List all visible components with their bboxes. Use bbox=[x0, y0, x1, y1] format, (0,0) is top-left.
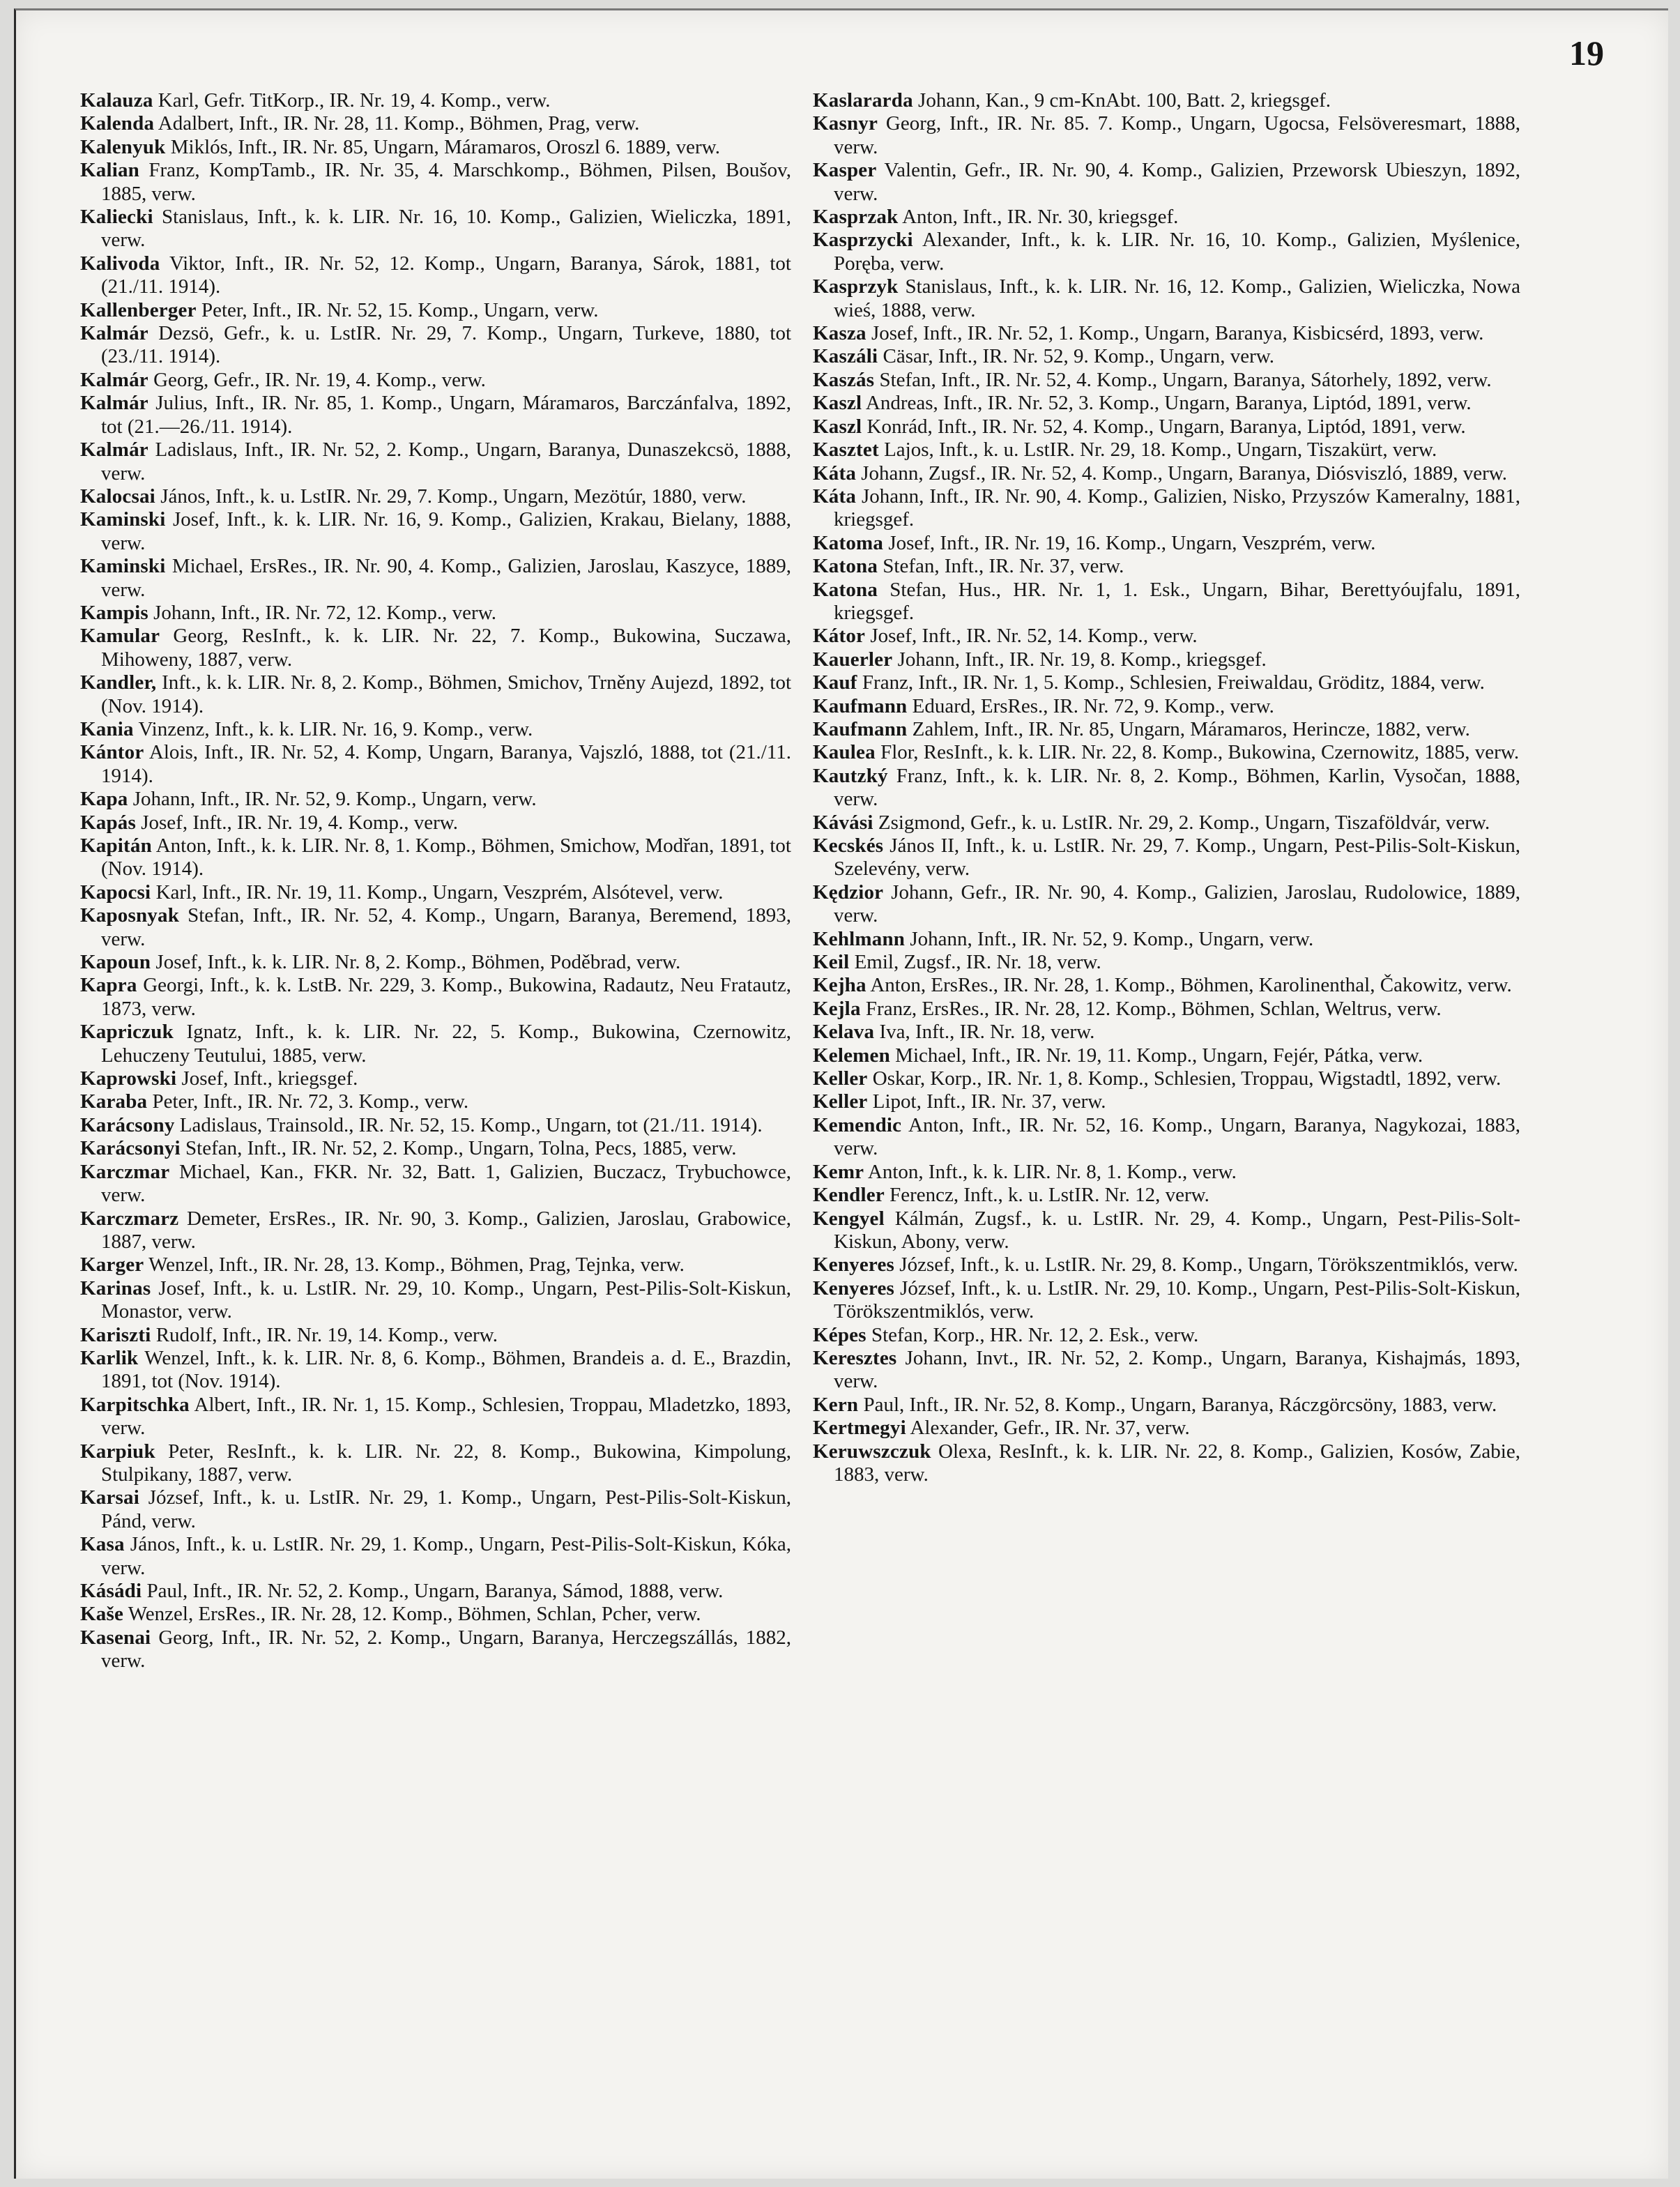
list-item bbox=[80, 1440, 791, 1487]
list-item bbox=[80, 299, 791, 322]
entry-details: Josef, Inft., IR. Nr. 19, 16. Komp., Ungarn, Veszprém, verw. bbox=[883, 531, 1376, 554]
entry-surname: Kaminski bbox=[80, 508, 166, 531]
entry-surname: Kapriczuk bbox=[80, 1021, 174, 1044]
entry-details: Zsigmond, Gefr., k. u. LstIR. Nr. 29, 2. Komp., Ungarn, Tiszaföldvár, verw. bbox=[873, 811, 1490, 834]
entry-surname: Kapocsi bbox=[80, 881, 151, 904]
right-column bbox=[813, 89, 1520, 1486]
list-item bbox=[80, 508, 791, 555]
list-item bbox=[813, 998, 1520, 1021]
entry-details: Josef, Inft., IR. Nr. 52, 1. Komp., Ungarn, Baranya, Kisbicsérd, 1893, verw. bbox=[866, 322, 1484, 345]
entry-surname: Kaposnyak bbox=[80, 904, 180, 927]
entry-details: Vinzenz, Inft., k. k. LIR. Nr. 16, 9. Komp., verw. bbox=[133, 717, 533, 740]
entry-surname: Kelava bbox=[813, 1021, 875, 1044]
list-item bbox=[813, 1394, 1520, 1417]
entry-details: Paul, Inft., IR. Nr. 52, 2. Komp., Ungarn, Baranya, Sámod, 1888, verw. bbox=[142, 1580, 724, 1602]
entry-details: Johann, Gefr., IR. Nr. 90, 4. Komp., Galizien, Jaroslau, Rudolowice, 1889, verw. bbox=[834, 881, 1520, 927]
entry-surname: Karsai bbox=[80, 1486, 139, 1509]
list-item bbox=[80, 718, 791, 741]
entry-details: Julius, Inft., IR. Nr. 85, 1. Komp., Ungarn, Máramaros, Barczánfalva, 1892, tot (21.—26./11. 1914). bbox=[101, 392, 791, 438]
entry-details: Eduard, ErsRes., IR. Nr. 72, 9. Komp., verw. bbox=[907, 694, 1274, 717]
list-item bbox=[80, 322, 791, 369]
entry-details: Lipot, Inft., IR. Nr. 37, verw. bbox=[867, 1090, 1106, 1113]
entry-details: Kálmán, Zugsf., k. u. LstIR. Nr. 29, 4. Komp., Ungarn, Pest-Pilis-Solt-Kiskun, Abony, verw. bbox=[834, 1207, 1520, 1253]
entry-surname: Karlik bbox=[80, 1346, 139, 1369]
entry-details: Andreas, Inft., IR. Nr. 52, 3. Komp., Ungarn, Baranya, Liptód, 1891, verw. bbox=[862, 392, 1472, 415]
entry-surname: Karácsony bbox=[80, 1113, 175, 1136]
entry-surname: Kasprzyk bbox=[813, 275, 899, 298]
entry-details: Wenzel, Inft., k. k. LIR. Nr. 8, 6. Komp., Böhmen, Brandeis a. d. E., Brazdin, 1891, tot (Nov. 1914). bbox=[101, 1346, 791, 1393]
entry-details: Johann, Invt., IR. Nr. 52, 2. Komp., Ungarn, Baranya, Kishajmás, 1893, verw. bbox=[834, 1346, 1520, 1393]
entry-surname: Kariszti bbox=[80, 1323, 151, 1346]
entry-details: Georg, ResInft., k. k. LIR. Nr. 22, 7. Komp., Bukowina, Suczawa, Mihoweny, 1887, verw. bbox=[101, 625, 791, 671]
list-item bbox=[813, 532, 1520, 555]
list-item bbox=[80, 811, 791, 835]
left-column bbox=[80, 89, 791, 1673]
list-item bbox=[80, 1580, 791, 1603]
entry-surname: Karpiuk bbox=[80, 1440, 155, 1463]
list-item bbox=[813, 1277, 1520, 1324]
entry-surname: Kaufmann bbox=[813, 717, 908, 740]
list-item bbox=[80, 1394, 791, 1440]
list-item bbox=[813, 555, 1520, 578]
list-item bbox=[813, 229, 1520, 275]
entry-details: Johann, Inft., IR. Nr. 52, 9. Komp., Ungarn, verw. bbox=[128, 788, 537, 811]
list-item bbox=[80, 369, 791, 392]
entry-details: János, Inft., k. u. LstIR. Nr. 29, 1. Komp., Ungarn, Pest-Pilis-Solt-Kiskun, Kóka, verw. bbox=[101, 1533, 791, 1579]
entry-details: Franz, ErsRes., IR. Nr. 28, 12. Komp., Böhmen, Schlan, Weltrus, verw. bbox=[860, 997, 1442, 1020]
entry-details: Wenzel, ErsRes., IR. Nr. 28, 12. Komp., Böhmen, Schlan, Pcher, verw. bbox=[123, 1603, 701, 1626]
entry-surname: Kauf bbox=[813, 671, 857, 694]
entry-surname: Kasenai bbox=[80, 1626, 151, 1649]
entry-details: Lajos, Inft., k. u. LstIR. Nr. 29, 18. Komp., Ungarn, Tiszakürt, verw. bbox=[878, 439, 1437, 462]
entry-details: Stefan, Inft., IR. Nr. 52, 4. Komp., Ungarn, Baranya, Sátorhely, 1892, verw. bbox=[874, 368, 1492, 391]
entry-surname: Keller bbox=[813, 1090, 868, 1113]
list-item bbox=[813, 1347, 1520, 1394]
entry-surname: Kalauza bbox=[80, 89, 153, 112]
entry-details: Josef, Inft., kriegsgef. bbox=[176, 1067, 358, 1090]
entry-surname: Kandler, bbox=[80, 671, 157, 694]
entry-details: Miklós, Inft., IR. Nr. 85, Ungarn, Máramaros, Oroszl 6. 1889, verw. bbox=[165, 135, 720, 158]
list-item bbox=[80, 1021, 791, 1067]
list-item bbox=[813, 322, 1520, 345]
entry-details: Johann, Inft., IR. Nr. 90, 4. Komp., Galizien, Nisko, Przyszów Kameralny, 1881, kriegsgef. bbox=[834, 485, 1520, 531]
entry-details: Georg, Inft., IR. Nr. 85. 7. Komp., Ungarn, Ugocsa, Felsöveresmart, 1888, verw. bbox=[834, 112, 1520, 158]
entry-surname: Kasa bbox=[80, 1533, 125, 1556]
entry-surname: Kapoun bbox=[80, 951, 151, 974]
entry-surname: Kapás bbox=[80, 811, 136, 834]
entry-surname: Kampis bbox=[80, 601, 148, 624]
entry-surname: Kávási bbox=[813, 811, 873, 834]
entry-surname: Kengyel bbox=[813, 1207, 885, 1230]
list-item bbox=[80, 741, 791, 788]
list-item bbox=[80, 671, 791, 718]
entry-surname: Kaše bbox=[80, 1603, 124, 1626]
entry-details: Inft., k. k. LIR. Nr. 8, 2. Komp., Böhmen, Smichov, Trněny Aujezd, 1892, tot (Nov. 1914). bbox=[101, 671, 791, 717]
entry-surname: Káta bbox=[813, 485, 857, 508]
list-item bbox=[80, 1324, 791, 1347]
list-item bbox=[80, 881, 791, 904]
entry-details: Karl, Gefr. TitKorp., IR. Nr. 19, 4. Komp., verw. bbox=[153, 89, 551, 112]
entry-surname: Kaulea bbox=[813, 741, 876, 764]
entry-surname: Kemendic bbox=[813, 1113, 902, 1136]
entry-details: Anton, Inft., k. k. LIR. Nr. 8, 1. Komp., Böhmen, Smichow, Modřan, 1891, tot (Nov. 1914). bbox=[101, 835, 791, 881]
entry-surname: Kásádi bbox=[80, 1580, 142, 1602]
entry-surname: Kendler bbox=[813, 1184, 885, 1207]
entry-details: Karl, Inft., IR. Nr. 19, 11. Komp., Ungarn, Veszprém, Alsótevel, verw. bbox=[151, 881, 724, 904]
entry-details: Franz, Inft., k. k. LIR. Nr. 8, 2. Komp., Böhmen, Karlin, Vysočan, 1888, verw. bbox=[834, 764, 1520, 811]
list-item bbox=[80, 1067, 791, 1090]
entry-surname: Kenyeres bbox=[813, 1277, 895, 1300]
list-item bbox=[80, 1603, 791, 1626]
entry-details: Josef, Inft., IR. Nr. 19, 4. Komp., verw. bbox=[135, 811, 459, 834]
entry-surname: Kaszl bbox=[813, 392, 862, 415]
entry-surname: Kautzký bbox=[813, 764, 888, 787]
list-item bbox=[813, 811, 1520, 835]
entry-details: Anton, Inft., IR. Nr. 30, kriegsgef. bbox=[898, 206, 1179, 229]
entry-details: Stefan, Inft., IR. Nr. 52, 4. Komp., Ungarn, Baranya, Beremend, 1893, verw. bbox=[101, 904, 791, 950]
entry-details: Ferencz, Inft., k. u. LstIR. Nr. 12, verw. bbox=[884, 1184, 1209, 1207]
list-item bbox=[813, 1184, 1520, 1207]
entry-details: Johann, Kan., 9 cm-KnAbt. 100, Batt. 2, kriegsgef. bbox=[912, 89, 1331, 112]
list-item bbox=[80, 625, 791, 671]
entry-surname: Kaliecki bbox=[80, 206, 153, 229]
list-item bbox=[813, 112, 1520, 159]
entry-surname: Kasnyr bbox=[813, 112, 878, 135]
entry-surname: Karaba bbox=[80, 1090, 148, 1113]
entry-details: Ladislaus, Trainsold., IR. Nr. 52, 15. Komp., Ungarn, tot (21./11. 1914). bbox=[174, 1113, 763, 1136]
entry-surname: Karinas bbox=[80, 1277, 151, 1300]
entry-details: Dezsö, Gefr., k. u. LstIR. Nr. 29, 7. Komp., Ungarn, Turkeve, 1880, tot (23./11. 1914). bbox=[101, 322, 791, 368]
list-item bbox=[80, 1137, 791, 1160]
list-item bbox=[813, 462, 1520, 485]
entry-details: Demeter, ErsRes., IR. Nr. 90, 3. Komp., Galizien, Jaroslau, Grabowice, 1887, verw. bbox=[101, 1207, 791, 1253]
entry-details: Anton, ErsRes., IR. Nr. 28, 1. Komp., Böhmen, Karolinenthal, Čakowitz, verw. bbox=[866, 974, 1512, 997]
entry-surname: Karczmarz bbox=[80, 1207, 179, 1230]
entry-details: Josef, Inft., k. k. LIR. Nr. 8, 2. Komp., Böhmen, Poděbrad, verw. bbox=[151, 951, 681, 974]
list-item bbox=[813, 485, 1520, 532]
entry-details: Anton, Inft., IR. Nr. 52, 16. Komp., Ungarn, Baranya, Nagykozai, 1883, verw. bbox=[834, 1113, 1520, 1160]
entry-surname: Kaszl bbox=[813, 415, 862, 438]
entry-details: Valentin, Gefr., IR. Nr. 90, 4. Komp., Galizien, Przeworsk Ubieszyn, 1892, verw. bbox=[834, 159, 1520, 205]
entry-surname: Kalmár bbox=[80, 322, 148, 345]
list-item bbox=[80, 1626, 791, 1673]
list-item bbox=[80, 392, 791, 439]
list-item bbox=[813, 1440, 1520, 1487]
entry-details: Stanislaus, Inft., k. k. LIR. Nr. 16, 12. Komp., Galizien, Wieliczka, Nowa wieś, 1888, verw. bbox=[834, 275, 1520, 321]
entry-surname: Kędzior bbox=[813, 881, 884, 904]
entry-surname: Karger bbox=[80, 1253, 144, 1277]
entry-details: Peter, ResInft., k. k. LIR. Nr. 22, 8. Komp., Bukowina, Kimpolung, Stulpikany, 1887, verw. bbox=[101, 1440, 791, 1486]
list-item bbox=[813, 1044, 1520, 1067]
list-item bbox=[80, 788, 791, 811]
entry-details: Oskar, Korp., IR. Nr. 1, 8. Komp., Schlesien, Troppau, Wigstadtl, 1892, verw. bbox=[867, 1067, 1502, 1090]
entry-details: Paul, Inft., IR. Nr. 52, 8. Komp., Ungarn, Baranya, Ráczgörcsöny, 1883, verw. bbox=[858, 1393, 1497, 1416]
entry-surname: Keil bbox=[813, 951, 850, 974]
entry-surname: Kaprowski bbox=[80, 1067, 177, 1090]
list-item bbox=[813, 275, 1520, 322]
entry-details: Stefan, Hus., HR. Nr. 1, 1. Esk., Ungarn, Bihar, Berettyóujfalu, 1891, kriegsgef. bbox=[834, 578, 1520, 624]
list-item bbox=[80, 1486, 791, 1533]
entry-details: Stefan, Inft., IR. Nr. 52, 2. Komp., Ungarn, Tolna, Pecs, 1885, verw. bbox=[180, 1137, 737, 1160]
list-item bbox=[80, 904, 791, 951]
list-item bbox=[813, 1021, 1520, 1044]
entry-details: József, Inft., k. u. LstIR. Nr. 29, 8. Komp., Ungarn, Törökszentmiklós, verw. bbox=[894, 1253, 1518, 1277]
entry-surname: Kania bbox=[80, 717, 134, 740]
list-item bbox=[813, 159, 1520, 206]
entry-surname: Katona bbox=[813, 555, 878, 578]
list-item bbox=[80, 835, 791, 881]
entry-details: Cäsar, Inft., IR. Nr. 52, 9. Komp., Ungarn, verw. bbox=[878, 345, 1275, 368]
entry-surname: Karczmar bbox=[80, 1160, 170, 1183]
entry-surname: Kapa bbox=[80, 788, 128, 811]
list-item bbox=[813, 392, 1520, 415]
entry-details: Johann, Inft., IR. Nr. 52, 9. Komp., Ungarn, verw. bbox=[905, 927, 1314, 950]
entry-details: János, Inft., k. u. LstIR. Nr. 29, 7. Komp., Ungarn, Mezötúr, 1880, verw. bbox=[155, 485, 747, 508]
entry-surname: Karácsonyi bbox=[80, 1137, 181, 1160]
entry-details: Michael, Kan., FKR. Nr. 32, Batt. 1, Galizien, Buczacz, Trybuchowce, verw. bbox=[101, 1160, 791, 1207]
entry-details: Josef, Inft., k. k. LIR. Nr. 16, 9. Komp., Galizien, Krakau, Bielany, 1888, verw. bbox=[101, 508, 791, 554]
list-item bbox=[80, 485, 791, 508]
list-item bbox=[813, 695, 1520, 718]
list-item bbox=[80, 951, 791, 974]
entry-surname: Káta bbox=[813, 462, 857, 485]
entry-surname: Kejla bbox=[813, 997, 861, 1020]
entry-surname: Kátor bbox=[813, 625, 866, 648]
entry-surname: Keresztes bbox=[813, 1346, 897, 1369]
entry-details: Olexa, ResInft., k. k. LIR. Nr. 22, 8. Komp., Galizien, Kosów, Zabie, 1883, verw. bbox=[834, 1440, 1520, 1486]
entry-surname: Kasztet bbox=[813, 439, 879, 462]
list-item bbox=[813, 625, 1520, 648]
entry-surname: Katona bbox=[813, 578, 878, 601]
list-item bbox=[813, 835, 1520, 881]
entry-details: Adalbert, Inft., IR. Nr. 28, 11. Komp., Böhmen, Prag, verw. bbox=[154, 112, 640, 135]
entry-surname: Keller bbox=[813, 1067, 868, 1090]
entry-surname: Kántor bbox=[80, 741, 144, 764]
entry-details: János II, Inft., k. u. LstIR. Nr. 29, 7. Komp., Ungarn, Pest-Pilis-Solt-Kiskun, Szelevény, verw. bbox=[834, 835, 1520, 881]
entry-details: Emil, Zugsf., IR. Nr. 18, verw. bbox=[849, 951, 1101, 974]
entry-details: Iva, Inft., IR. Nr. 18, verw. bbox=[874, 1021, 1095, 1044]
entry-surname: Kenyeres bbox=[813, 1253, 895, 1277]
list-item bbox=[813, 1253, 1520, 1277]
entry-details: Franz, KompTamb., IR. Nr. 35, 4. Marschkomp., Böhmen, Pilsen, Boušov, 1885, verw. bbox=[101, 159, 791, 205]
list-item bbox=[80, 1161, 791, 1207]
list-item bbox=[813, 369, 1520, 392]
entry-details: Johann, Zugsf., IR. Nr. 52, 4. Komp., Ungarn, Baranya, Diósviszló, 1889, verw. bbox=[856, 462, 1508, 485]
list-item bbox=[813, 1207, 1520, 1254]
entry-surname: Kalenyuk bbox=[80, 135, 166, 158]
list-item bbox=[80, 1114, 791, 1137]
entry-surname: Kehlmann bbox=[813, 927, 906, 950]
entry-details: Albert, Inft., IR. Nr. 1, 15. Komp., Schlesien, Troppau, Mladetzko, 1893, verw. bbox=[101, 1393, 791, 1440]
list-item bbox=[813, 951, 1520, 974]
entry-surname: Kapitán bbox=[80, 835, 152, 857]
entry-surname: Kalmár bbox=[80, 392, 148, 415]
entry-details: Johann, Inft., IR. Nr. 72, 12. Komp., verw. bbox=[148, 601, 497, 624]
entry-details: Zahlem, Inft., IR. Nr. 85, Ungarn, Máramaros, Herincze, 1882, verw. bbox=[907, 717, 1470, 740]
entry-details: Stanislaus, Inft., k. k. LIR. Nr. 16, 10. Komp., Galizien, Wieliczka, 1891, verw. bbox=[101, 206, 791, 252]
entry-details: Georgi, Inft., k. k. LstB. Nr. 229, 3. Komp., Bukowina, Radautz, Neu Fratautz, 1873, verw. bbox=[101, 974, 791, 1020]
list-item bbox=[813, 1161, 1520, 1184]
entry-surname: Kalmár bbox=[80, 439, 148, 462]
list-item bbox=[813, 1114, 1520, 1161]
entry-surname: Kalian bbox=[80, 159, 139, 182]
list-item bbox=[813, 345, 1520, 368]
entry-details: Stefan, Inft., IR. Nr. 37, verw. bbox=[878, 555, 1124, 578]
entry-details: Michael, ErsRes., IR. Nr. 90, 4. Komp., Galizien, Jaroslau, Kaszyce, 1889, verw. bbox=[101, 555, 791, 601]
entry-details: József, Inft., k. u. LstIR. Nr. 29, 1. Komp., Ungarn, Pest-Pilis-Solt-Kiskun, Pánd, verw. bbox=[101, 1486, 791, 1532]
entry-surname: Kaminski bbox=[80, 555, 166, 578]
entry-surname: Keruwszczuk bbox=[813, 1440, 931, 1463]
entry-details: Josef, Inft., IR. Nr. 52, 14. Komp., verw. bbox=[865, 625, 1198, 648]
entry-details: Georg, Inft., IR. Nr. 52, 2. Komp., Ungarn, Baranya, Herczegszállás, 1882, verw. bbox=[101, 1626, 791, 1672]
list-item bbox=[80, 1090, 791, 1113]
list-item bbox=[813, 439, 1520, 462]
list-item bbox=[80, 206, 791, 252]
entry-details: Peter, Inft., IR. Nr. 72, 3. Komp., verw. bbox=[147, 1090, 469, 1113]
list-item bbox=[80, 89, 791, 112]
entry-surname: Kejha bbox=[813, 974, 866, 997]
entry-surname: Kasprzak bbox=[813, 206, 899, 229]
entry-surname: Kamular bbox=[80, 625, 160, 648]
list-item bbox=[80, 1253, 791, 1277]
list-item bbox=[80, 555, 791, 602]
entry-surname: Kaszás bbox=[813, 368, 875, 391]
entry-surname: Kallenberger bbox=[80, 298, 197, 321]
entry-details: Georg, Gefr., IR. Nr. 19, 4. Komp., verw. bbox=[148, 368, 486, 391]
list-item bbox=[813, 718, 1520, 741]
entry-surname: Kelemen bbox=[813, 1044, 890, 1067]
entry-surname: Kasza bbox=[813, 322, 866, 345]
list-item bbox=[813, 1067, 1520, 1090]
list-item bbox=[813, 648, 1520, 671]
list-item bbox=[80, 159, 791, 206]
entry-details: Alexander, Inft., k. k. LIR. Nr. 16, 10. Komp., Galizien, Myślenice, Poręba, verw. bbox=[834, 229, 1520, 275]
page-number: 19 bbox=[1569, 33, 1604, 73]
entry-details: Anton, Inft., k. k. LIR. Nr. 8, 1. Komp., verw. bbox=[864, 1160, 1237, 1183]
list-item bbox=[80, 252, 791, 299]
list-item bbox=[80, 602, 791, 625]
list-item bbox=[80, 136, 791, 159]
entry-surname: Kertmegyi bbox=[813, 1417, 906, 1440]
entry-surname: Kalivoda bbox=[80, 252, 160, 275]
entry-surname: Kaslararda bbox=[813, 89, 913, 112]
entry-details: Wenzel, Inft., IR. Nr. 28, 13. Komp., Böhmen, Prag, Tejnka, verw. bbox=[144, 1253, 685, 1277]
entry-details: Alexander, Gefr., IR. Nr. 37, verw. bbox=[906, 1417, 1190, 1440]
list-item bbox=[813, 89, 1520, 112]
entry-details: Josef, Inft., k. u. LstIR. Nr. 29, 10. Komp., Ungarn, Pest-Pilis-Solt-Kiskun, Monastor, verw. bbox=[101, 1277, 791, 1323]
entry-details: Ladislaus, Inft., IR. Nr. 52, 2. Komp., Ungarn, Baranya, Dunaszekcsö, 1888, verw. bbox=[101, 439, 791, 485]
entry-surname: Kalocsai bbox=[80, 485, 155, 508]
entry-details: Alois, Inft., IR. Nr. 52, 4. Komp, Ungarn, Baranya, Vajszló, 1888, tot (21./11. 1914). bbox=[101, 741, 791, 787]
list-item bbox=[80, 974, 791, 1021]
entry-surname: Kapra bbox=[80, 974, 137, 997]
entry-details: Johann, Inft., IR. Nr. 19, 8. Komp., kriegsgef. bbox=[892, 648, 1267, 671]
entry-details: József, Inft., k. u. LstIR. Nr. 29, 10. Komp., Ungarn, Pest-Pilis-Solt-Kiskun, Törökszentmiklós, verw. bbox=[834, 1277, 1520, 1323]
document-page bbox=[14, 8, 1668, 2179]
entry-details: Ignatz, Inft., k. k. LIR. Nr. 22, 5. Komp., Bukowina, Czernowitz, Lehuczeny Teutului, 1885, verw. bbox=[101, 1021, 791, 1067]
list-item bbox=[80, 1207, 791, 1254]
entry-surname: Kalmár bbox=[80, 368, 148, 391]
list-item bbox=[813, 1324, 1520, 1347]
list-item bbox=[80, 439, 791, 485]
list-item bbox=[813, 206, 1520, 229]
entry-details: Viktor, Inft., IR. Nr. 52, 12. Komp., Ungarn, Baranya, Sárok, 1881, tot (21./11. 1914). bbox=[101, 252, 791, 298]
entry-details: Konrád, Inft., IR. Nr. 52, 4. Komp., Ungarn, Baranya, Liptód, 1891, verw. bbox=[862, 415, 1466, 438]
entry-details: Franz, Inft., IR. Nr. 1, 5. Komp., Schlesien, Freiwaldau, Gröditz, 1884, verw. bbox=[857, 671, 1485, 694]
entry-surname: Kaszáli bbox=[813, 345, 878, 368]
list-item bbox=[813, 671, 1520, 694]
list-item bbox=[813, 765, 1520, 811]
list-item bbox=[813, 416, 1520, 439]
entry-surname: Kasprzycki bbox=[813, 229, 913, 252]
list-item bbox=[813, 1090, 1520, 1113]
entry-surname: Kasper bbox=[813, 159, 877, 182]
entry-surname: Kemr bbox=[813, 1160, 864, 1183]
entry-surname: Kauerler bbox=[813, 648, 893, 671]
list-item bbox=[813, 579, 1520, 625]
entry-details: Rudolf, Inft., IR. Nr. 19, 14. Komp., verw. bbox=[151, 1323, 498, 1346]
entry-details: Peter, Inft., IR. Nr. 52, 15. Komp., Ungarn, verw. bbox=[196, 298, 599, 321]
list-item bbox=[80, 112, 791, 135]
entry-details: Flor, ResInft., k. k. LIR. Nr. 22, 8. Komp., Bukowina, Czernowitz, 1885, verw. bbox=[875, 741, 1520, 764]
list-item bbox=[80, 1533, 791, 1580]
list-item bbox=[813, 741, 1520, 764]
entry-surname: Képes bbox=[813, 1323, 866, 1346]
list-item bbox=[80, 1277, 791, 1324]
list-item bbox=[813, 1417, 1520, 1440]
list-item bbox=[813, 974, 1520, 997]
entry-details: Stefan, Korp., HR. Nr. 12, 2. Esk., verw. bbox=[866, 1323, 1199, 1346]
entry-surname: Kecskés bbox=[813, 835, 884, 857]
entry-surname: Kern bbox=[813, 1393, 859, 1416]
entry-surname: Kaufmann bbox=[813, 694, 908, 717]
entry-surname: Karpitschka bbox=[80, 1393, 190, 1416]
entry-surname: Kalenda bbox=[80, 112, 155, 135]
list-item bbox=[80, 1347, 791, 1394]
entry-surname: Katoma bbox=[813, 531, 884, 554]
entry-details: Michael, Inft., IR. Nr. 19, 11. Komp., Ungarn, Fejér, Pátka, verw. bbox=[889, 1044, 1423, 1067]
list-item bbox=[813, 928, 1520, 951]
list-item bbox=[813, 881, 1520, 928]
